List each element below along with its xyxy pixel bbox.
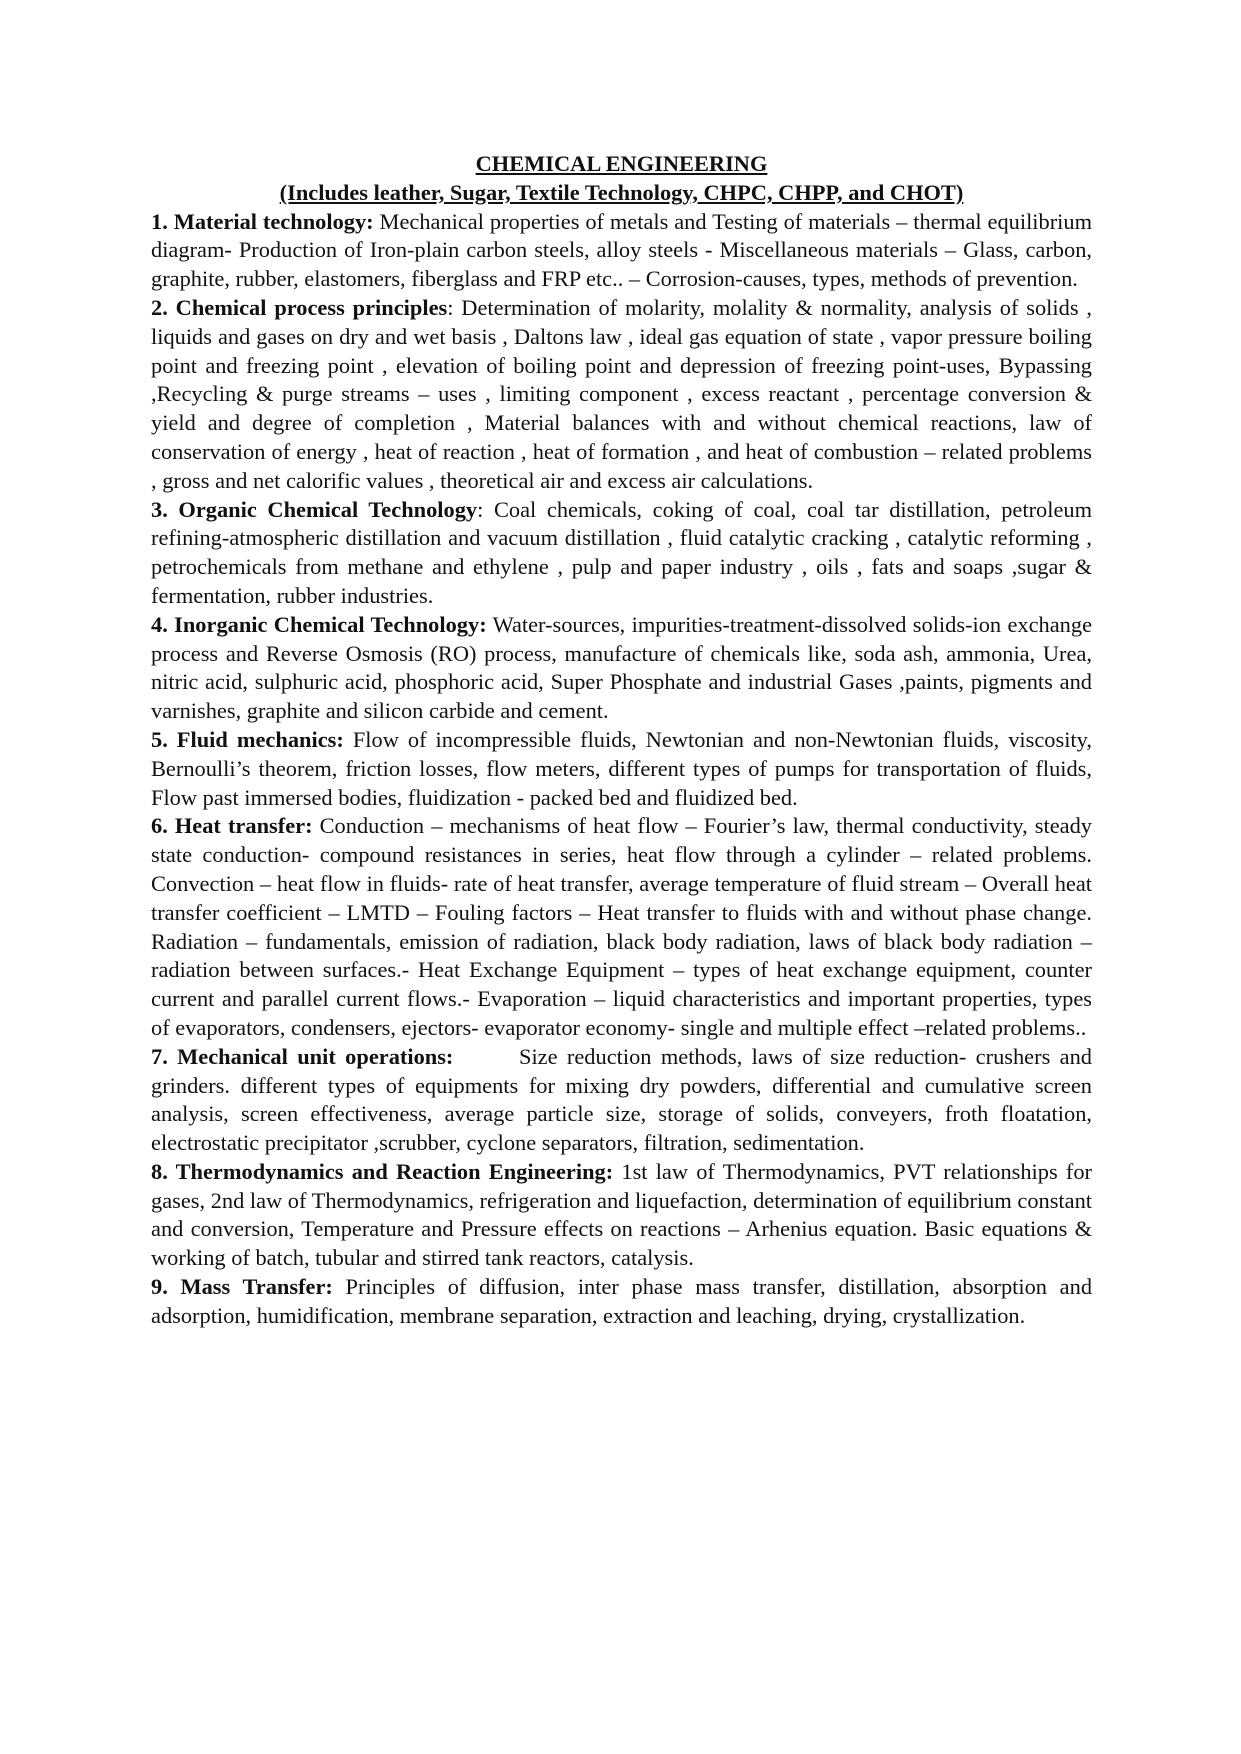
section-body: Principles of diffusion, inter phase mass transfer, distillation, absorption and adsorption, humidification, membrane separation, extraction and leaching, drying, crystallization. (151, 1274, 1093, 1328)
section-material-technology (151, 208, 1092, 294)
section-body: 1st law of Thermodynamics, PVT relationships for gases, 2nd law of Thermodynamics, refrigeration and liquefaction, determination of equilibrium constant and conversion, Temperature and Pressure effects on reactions – Arhenius equation. Basic equations & working of batch, tubular and stirred tank reactors, catalysis. (151, 1158, 1092, 1271)
section-heading: 1. Material technology: (151, 208, 374, 234)
document-subtitle: (Includes leather, Sugar, Textile Technology, CHPC, CHPP, and CHOT) (279, 179, 964, 205)
section-heading: 7. Mechanical unit operations: (151, 1043, 454, 1069)
section-heading: 9. Mass Transfer: (151, 1274, 333, 1300)
section-organic-chemical-technology (151, 496, 1092, 611)
section-thermodynamics-reaction-engineering (151, 1158, 1092, 1273)
section-heading: 5. Fluid mechanics: (151, 726, 344, 752)
section-heading: 3. Organic Chemical Technology (151, 496, 478, 522)
section-body: Flow of incompressible fluids, Newtonian and non-Newtonian fluids, viscosity, Bernoulli’s theorem, friction losses, flow meters, different types of pumps for transportation of fluids, Flow past immersed bodies, fluidization - packed bed and fluidized bed. (151, 726, 1092, 810)
section-body: : Determination of molarity, molality & normality, analysis of solids , liquids and gases on dry and wet basis , Daltons law , ideal gas equation of state , vapor pressure boiling point and freezing point , elevation of boiling point and depression of freezing point-uses, Bypassing ,Recycling & purge streams – uses , limiting component , excess reactant , percentage conversion & yield and degree of completion , Material balances with and without chemical reactions, law of conservation of energy , heat of reaction , heat of formation , and heat of combustion – related problems , gross and net calorific values , theoretical air and excess air calculations. (151, 294, 1092, 493)
section-body: Conduction – mechanisms of heat flow – Fourier’s law, thermal conductivity, steady state conduction- compound resistances in series, heat flow through a cylinder – related problems. Convection – heat flow in fluids- rate of heat transfer, average temperature of fluid stream – Overall heat transfer coefficient – LMTD – Fouling factors – Heat transfer to fluids with and without phase change. Radiation – fundamentals, emission of radiation, black body radiation, laws of black body radiation – radiation between surfaces.- Heat Exchange Equipment – types of heat exchange equipment, counter current and parallel current flows.- Evaporation – liquid characteristics and important properties, types of evaporators, condensers, ejectors- evaporator economy- single and multiple effect –related problems.. (151, 813, 1092, 1040)
section-body: Water-sources, impurities-treatment-dissolved solids-ion exchange process and Reverse Osmosis (RO) process, manufacture of chemicals like, soda ash, ammonia, Urea, nitric acid, sulphuric acid, phosphoric acid, Super Phosphate and industrial Gases ,paints, pigments and varnishes, graphite and silicon carbide and cement. (151, 611, 1093, 724)
section-mechanical-unit-operations (151, 1043, 1098, 1158)
section-heading: 8. Thermodynamics and Reaction Engineering: (151, 1158, 614, 1184)
section-fluid-mechanics (151, 726, 1092, 812)
section-chemical-process-principles (151, 294, 1092, 496)
section-mass-transfer (151, 1273, 1092, 1331)
section-heading: 6. Heat transfer: (151, 813, 313, 839)
section-body: Size reduction methods, laws of size reduction- crushers and grinders. different types of equipments for mixing dry powders, differential and cumulative screen analysis, screen effectiveness, average particle size, storage of solids, conveyers, froth floatation, electrostatic precipitator ,scrubber, cyclone separators, filtration, sedimentation. (151, 1043, 1098, 1156)
section-body: : Coal chemicals, coking of coal, coal tar distillation, petroleum refining-atmospheric distillation and vacuum distillation , fluid catalytic cracking , catalytic reforming , petrochemicals from methane and ethylene , pulp and paper industry , oils , fats and soaps ,sugar & fermentation, rubber industries. (151, 496, 1092, 608)
section-inorganic-chemical-technology (151, 611, 1092, 726)
section-heat-transfer (151, 812, 1092, 1042)
document-title: CHEMICAL ENGINEERING (475, 151, 768, 176)
syllabus-page (151, 150, 1098, 1331)
section-heading: 2. Chemical process principles (151, 294, 448, 320)
section-body: Mechanical properties of metals and Testing of materials – thermal equilibrium diagram- Production of Iron-plain carbon steels, alloy steels - Miscellaneous materials – Glass, carbon, graphite, rubber, elastomers, fiberglass and FRP etc.. – Corrosion-causes, types, methods of prevention. (151, 208, 1093, 292)
section-heading: 4. Inorganic Chemical Technology: (151, 611, 487, 637)
